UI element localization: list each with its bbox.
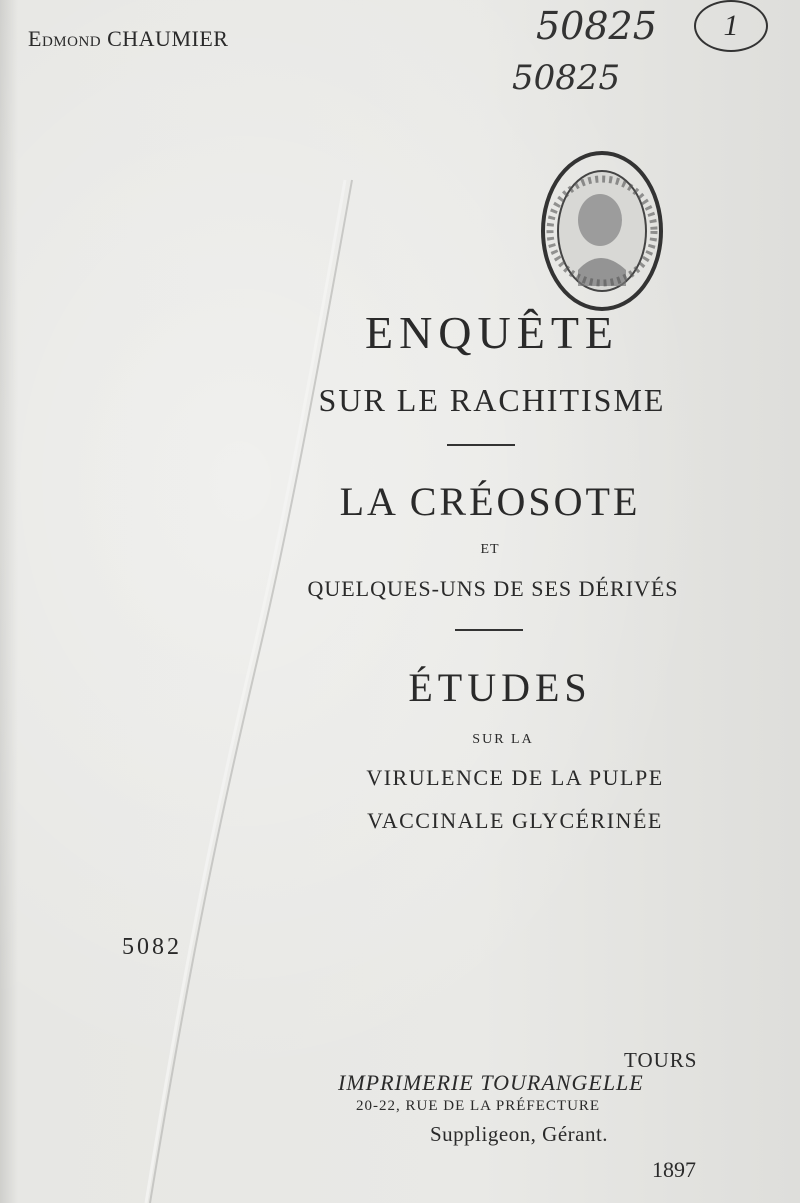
library-stamp-icon (540, 150, 664, 312)
subtitle-vaccinale: VACCINALE GLYCÉRINÉE (367, 808, 663, 833)
conjunction-et: ET (480, 542, 500, 557)
imprint-manager: Suppligeon, Gérant. (430, 1122, 609, 1146)
imprint-year: 1897 (652, 1157, 696, 1182)
subtitle-rachitisme: SUR LE RACHITISME (318, 382, 666, 418)
handwritten-circled-number: 1 (694, 0, 768, 52)
imprint-city: TOURS (624, 1048, 698, 1072)
author-name: Edmond CHAUMIER (28, 26, 229, 51)
divider-2 (455, 629, 523, 631)
title-creosote: LA CRÉOSOTE (339, 479, 641, 524)
shelf-number: 5082 (122, 934, 182, 960)
imprint-address: 20-22, RUE DE LA PRÉFECTURE (356, 1098, 601, 1114)
subtitle-derives: QUELQUES-UNS DE SES DÉRIVÉS (307, 576, 679, 601)
title-etudes: ÉTUDES (408, 665, 592, 710)
subtitle-virulence: VIRULENCE DE LA PULPE (366, 765, 664, 790)
handwritten-number: 50825 (536, 4, 657, 48)
imprint-printer: IMPRIMERIE TOURANGELLE (338, 1070, 644, 1095)
handwritten-number-secondary: 50825 (512, 58, 621, 98)
divider-1 (447, 444, 515, 446)
title-enquete: ENQUÊTE (364, 307, 620, 358)
conjunction-sur-la: SUR LA (472, 732, 534, 747)
